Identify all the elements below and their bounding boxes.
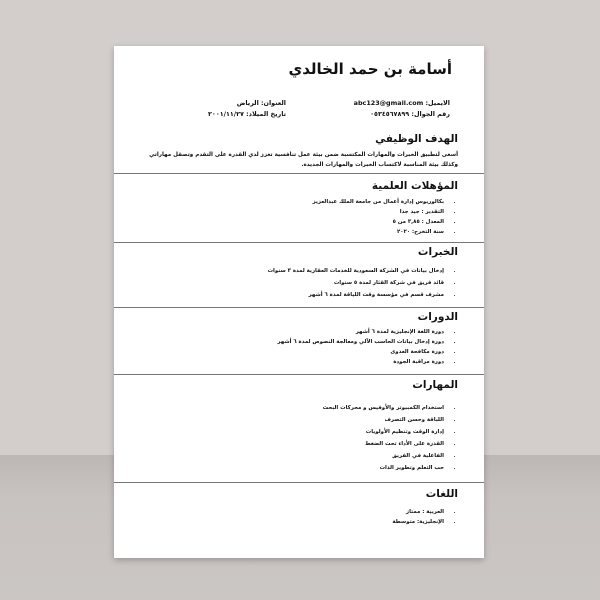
- education-title: المؤهلات العلمية: [371, 180, 458, 192]
- contact-birthdate: تاريخ الميلاد: ٢٠٠١/١١/٢٧: [208, 110, 286, 118]
- skills-title: المهارات: [412, 379, 458, 391]
- list-item: • إدخال بيانات في الشركة السعودية للخدمات العقارية لمدة ٣ سنوات: [268, 265, 446, 277]
- list-item: • استخدام الكمبيوتر والأوفيس و محركات البحث: [323, 402, 446, 414]
- list-item: • دورة مراقبة الجودة: [277, 357, 446, 367]
- resume-page: [114, 46, 484, 558]
- list-item: • دورة مكافحة العدوى: [277, 347, 446, 357]
- contact-block-primary: [354, 98, 450, 120]
- list-item: • حب التعلم وتطوير الذات: [323, 462, 446, 474]
- list-item: • مشرف قسم في مؤسسة وقت اللياقة لمدة ٦ أشهر: [268, 289, 446, 301]
- languages-title: اللغات: [425, 488, 458, 500]
- list-item: • دورة إدخال بيانات الحاسب الآلي ومعالجة النصوص لمدة ٦ أشهر: [277, 337, 446, 347]
- section-divider: [114, 482, 484, 483]
- list-item: • التقدير : جيد جدا: [313, 207, 446, 217]
- list-item: • بكالوريوس إدارة أعمال من جامعة الملك عبدالعزيز: [313, 197, 446, 207]
- objective-text: أسعى لتطبيق الخبرات والمهارات المكتسبة ضمن بيئة عمل تنافسية تعزز لدي القدرة على التقدم وتصقل مهاراتي وكذلك بيئة المناسبة لاكتساب الخبرات والمهارات الجديدة.: [149, 152, 458, 168]
- section-divider: [114, 173, 484, 174]
- experience-list: [268, 265, 458, 301]
- contact-address: العنوان: الرياض: [236, 99, 286, 107]
- section-divider: [114, 307, 484, 308]
- languages-list: [392, 507, 458, 527]
- list-item: • سنة التخرج: ٢٠٢٠: [313, 227, 446, 237]
- section-divider: [114, 374, 484, 375]
- resume-name: أسامة بن حمد الخالدي: [288, 60, 452, 78]
- education-list: [313, 197, 458, 237]
- list-item: • دورة اللغة الإنجليزية لمدة ٦ أشهر: [277, 327, 446, 337]
- contact-email: الايميل: abc123@gmail.com: [353, 99, 450, 107]
- list-item: • إدارة الوقت وتنظيم الأولويات: [323, 426, 446, 438]
- list-item: • الإنجليزية: متوسطة: [392, 517, 446, 527]
- skills-list: [323, 402, 458, 474]
- courses-title: الدورات: [417, 311, 458, 323]
- courses-list: [277, 327, 458, 367]
- experience-title: الخبرات: [417, 246, 458, 258]
- list-item: • قائد فريق في شركة القثار لمدة ٥ سنوات: [268, 277, 446, 289]
- objective-title: الهدف الوظيفي: [375, 133, 458, 145]
- list-item: • الفاعلية في الفريق: [323, 450, 446, 462]
- list-item: • القدرة على الأداء تحت الضغط: [323, 438, 446, 450]
- list-item: • اللباقة وحسن التصرف: [323, 414, 446, 426]
- section-divider: [114, 242, 484, 243]
- contact-phone: رقم الجوال: ٠٥٣٤٥٦٧٨٩٩: [370, 110, 450, 118]
- list-item: • العربية : ممتاز: [392, 507, 446, 517]
- list-item: • المعدل : ٣,٨٥ من ٥: [313, 217, 446, 227]
- contact-block-secondary: [208, 98, 286, 120]
